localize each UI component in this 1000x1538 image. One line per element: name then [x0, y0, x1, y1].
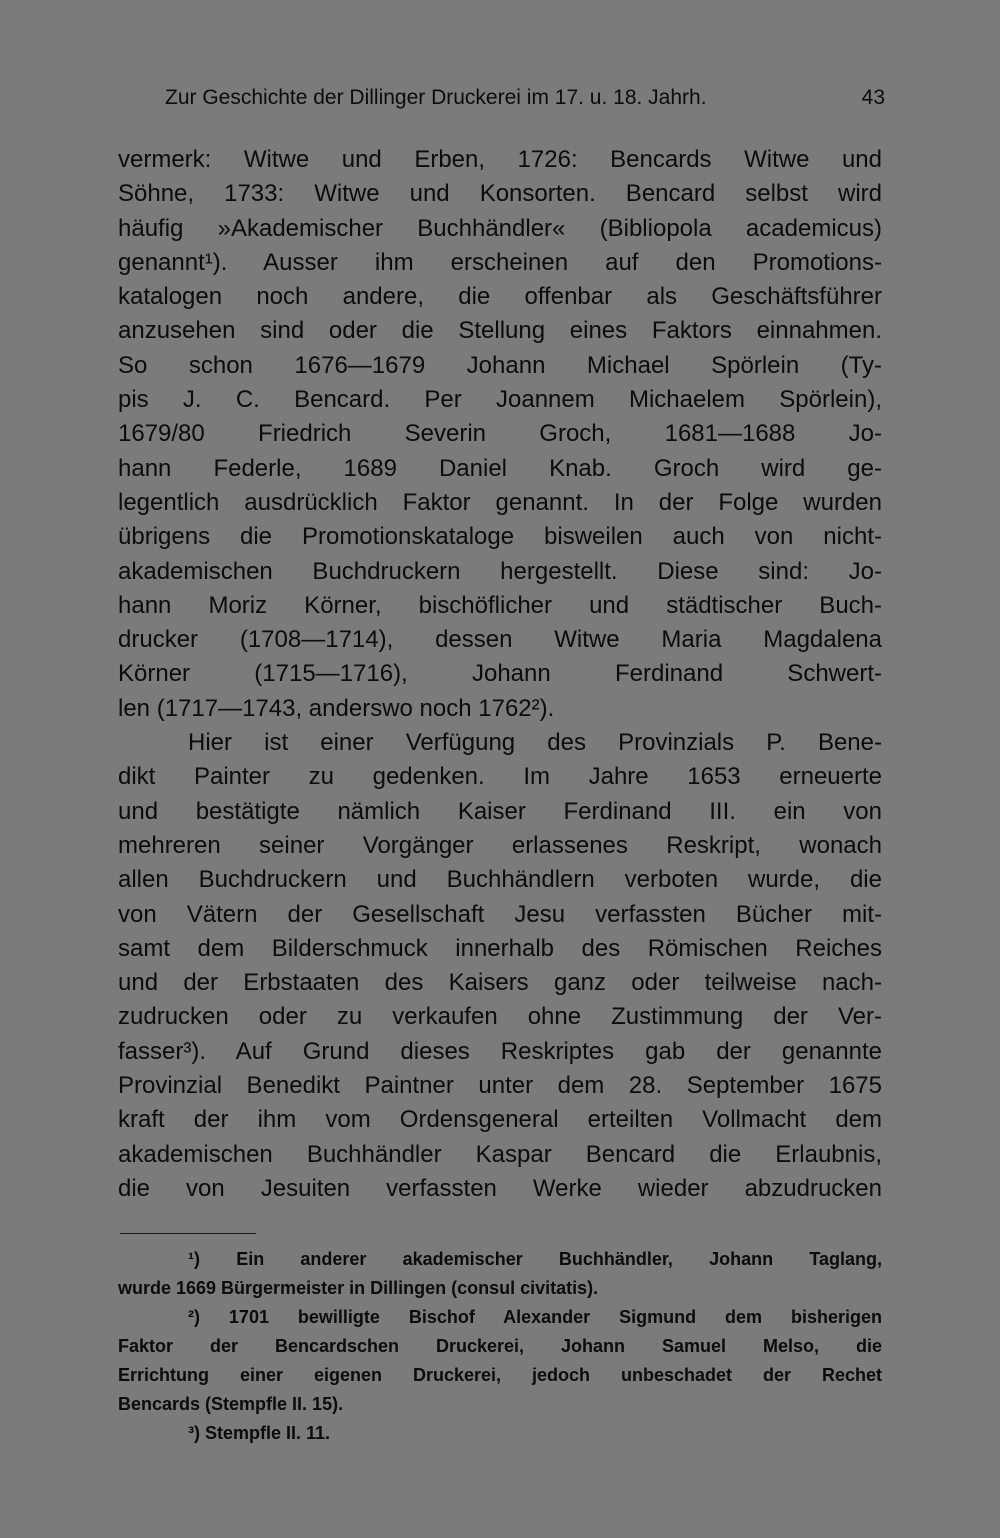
- text-line: kraft der ihm vom Ordensgeneral erteilten Vollmacht dem: [118, 1106, 882, 1134]
- text-line: übrigens die Promotionskataloge bisweilen auch von nicht-: [118, 523, 882, 551]
- text-line: allen Buchdruckern und Buchhändlern verboten wurde, die: [118, 866, 882, 894]
- text-line: So schon 1676—1679 Johann Michael Spörlein (Ty-: [118, 351, 882, 379]
- text-line: 1679/80 Friedrich Severin Groch, 1681—1688 Jo-: [118, 420, 882, 448]
- text-line: hann Moriz Körner, bischöflicher und städtischer Buch-: [118, 591, 882, 619]
- text-line: und der Erbstaaten des Kaisers ganz oder teilweise nach-: [118, 969, 882, 997]
- text-line: fasser³). Auf Grund dieses Reskriptes gab der genannte: [118, 1037, 882, 1065]
- footnotes: [118, 1245, 882, 1448]
- footnote-line: Bencards (Stempfle II. 15).: [118, 1394, 344, 1414]
- text-line: legentlich ausdrücklich Faktor genannt. In der Folge wurden: [118, 488, 882, 516]
- text-line: samt dem Bilderschmuck innerhalb des Römischen Reiches: [118, 934, 882, 962]
- text-line: hann Federle, 1689 Daniel Knab. Groch wird ge-: [118, 454, 882, 482]
- text-line: zudrucken oder zu verkaufen ohne Zustimmung der Ver-: [118, 1003, 882, 1031]
- footnote-line: Faktor der Bencardschen Druckerei, Johann Samuel Melso, die: [118, 1336, 882, 1356]
- text-line: anzusehen sind oder die Stellung eines Faktors einnahmen.: [118, 317, 882, 345]
- text-line: Hier ist einer Verfügung des Provinzials P. Bene-: [188, 729, 882, 757]
- text-line: mehreren seiner Vorgänger erlassenes Reskript, wonach: [118, 831, 882, 859]
- running-head: [165, 86, 885, 110]
- text-line: Provinzial Benedikt Paintner unter dem 28. September 1675: [118, 1072, 882, 1100]
- text-line: häufig »Akademischer Buchhändler« (Bibliopola academicus): [118, 214, 882, 242]
- text-line: die von Jesuiten verfassten Werke wieder abzudrucken: [118, 1174, 882, 1202]
- footnote-line: Errichtung einer eigenen Druckerei, jedoch unbeschadet der Rechet: [118, 1365, 882, 1385]
- text-line: Körner (1715—1716), Johann Ferdinand Schwert-: [118, 660, 882, 688]
- text-line: vermerk: Witwe und Erben, 1726: Bencards Witwe und: [118, 146, 882, 173]
- text-line: len (1717—1743, anderswo noch 1762²).: [118, 694, 555, 722]
- text-line: akademischen Buchhändler Kaspar Bencard die Erlaubnis,: [118, 1140, 882, 1168]
- text-line: und bestätigte nämlich Kaiser Ferdinand III. ein von: [118, 797, 882, 825]
- footnote-line: ²) 1701 bewilligte Bischof Alexander Sigmund dem bisherigen: [188, 1307, 882, 1327]
- text-line: drucker (1708—1714), dessen Witwe Maria Magdalena: [118, 626, 882, 654]
- text-line: von Vätern der Gesellschaft Jesu verfassten Bücher mit-: [118, 900, 882, 928]
- main-text: [118, 143, 882, 1206]
- footnote-divider: [120, 1233, 256, 1234]
- running-head-title: Zur Geschichte der Dillinger Druckerei im 17. u. 18. Jahrh.: [165, 86, 707, 109]
- text-line: katalogen noch andere, die offenbar als Geschäftsführer: [118, 283, 882, 311]
- text-line: genannt¹). Ausser ihm erscheinen auf den Promotions-: [118, 248, 882, 276]
- footnote-line: wurde 1669 Bürgermeister in Dillingen (consul civitatis).: [118, 1278, 599, 1298]
- page-number: 43: [861, 86, 885, 109]
- text-line: pis J. C. Bencard. Per Joannem Michaelem Spörlein),: [118, 386, 882, 414]
- footnote-line: ³) Stempfle II. 11.: [188, 1423, 331, 1443]
- text-line: akademischen Buchdruckern hergestellt. Diese sind: Jo-: [118, 557, 882, 585]
- text-line: dikt Painter zu gedenken. Im Jahre 1653 erneuerte: [118, 763, 882, 791]
- text-line: Söhne, 1733: Witwe und Konsorten. Bencard selbst wird: [118, 180, 882, 208]
- footnote-line: ¹) Ein anderer akademischer Buchhändler, Johann Taglang,: [188, 1249, 882, 1269]
